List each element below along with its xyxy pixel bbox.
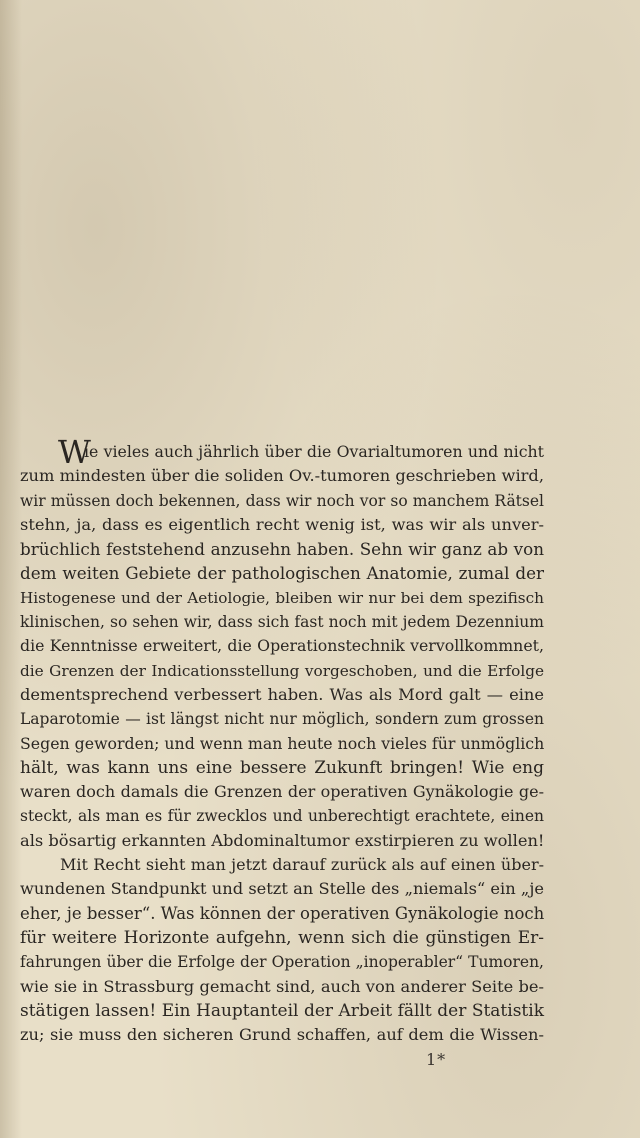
text-line: wie sie in Strassburg gemacht sind, auch von anderer Seite be- xyxy=(20,976,544,996)
text-line: dementsprechend verbessert haben. Was als Mord galt — eine xyxy=(20,684,544,704)
text-line: zu; sie muss den sicheren Grund schaffen, auf dem die Wissen- xyxy=(20,1025,544,1045)
text-line: zum mindesten über die soliden Ov.-tumoren geschrieben wird, xyxy=(20,466,544,486)
text-line: eher, je besser“. Was können der operativen Gynäkologie noch xyxy=(20,903,545,923)
text-line: Mit Recht sieht man jetzt darauf zurück als auf einen über- xyxy=(60,855,544,875)
text-line: stätigen lassen! Ein Hauptanteil der Arbeit fällt der Statistik xyxy=(20,1000,544,1021)
text-line: klinischen, so sehen wir, dass sich fast noch mit jedem Dezennium xyxy=(20,613,544,632)
text-line: wundenen Standpunkt und setzt an Stelle des „niemals“ ein „je xyxy=(20,879,544,899)
text-line: stehn, ja, dass es eigentlich recht wenig ist, was wir als unver- xyxy=(20,514,544,534)
text-line: fahrungen über die Erfolge der Operation „inoperabler“ Tumoren, xyxy=(20,953,544,972)
body-text xyxy=(20,433,545,1047)
first-line-text: ie vieles auch jährlich über die Ovarialtumoren und nicht xyxy=(84,442,544,461)
text-line: die Kenntnisse erweitert, die Operationstechnik vervollkommnet, xyxy=(20,636,544,656)
text-line: Laparotomie — ist längst nicht nur möglich, sondern zum grossen xyxy=(20,710,544,729)
text-line: Histogenese und der Aetiologie, bleiben wir nur bei dem spezifisch xyxy=(20,588,544,607)
text-line: für weitere Horizonte aufgehn, wenn sich die günstigen Er- xyxy=(20,927,544,948)
text-line: hält, was kann uns eine bessere Zukunft bringen! Wie eng xyxy=(20,757,544,778)
text-line: steckt, als man es für zwecklos und unberechtigt erachtete, einen xyxy=(20,807,544,826)
text-line: Segen geworden; und wenn man heute noch vieles für unmöglich xyxy=(20,733,545,753)
text-line: waren doch damals die Grenzen der operativen Gynäkologie ge- xyxy=(20,782,544,802)
text-line-1 xyxy=(20,433,544,471)
signature-mark: 1* xyxy=(426,1050,447,1069)
drop-cap: W xyxy=(58,433,91,471)
text-line: wir müssen doch bekennen, dass wir noch vor so manchem Rätsel xyxy=(20,491,544,510)
text-line: als bösartig erkannten Abdominaltumor exstirpieren zu wollen! xyxy=(20,830,545,850)
text-line: dem weiten Gebiete der pathologischen Anatomie, zumal der xyxy=(20,563,544,584)
text-line: brüchlich feststehend anzusehn haben. Sehn wir ganz ab von xyxy=(20,539,544,560)
text-line: die Grenzen der Indicationsstellung vorgeschoben, und die Erfolge xyxy=(20,661,544,680)
